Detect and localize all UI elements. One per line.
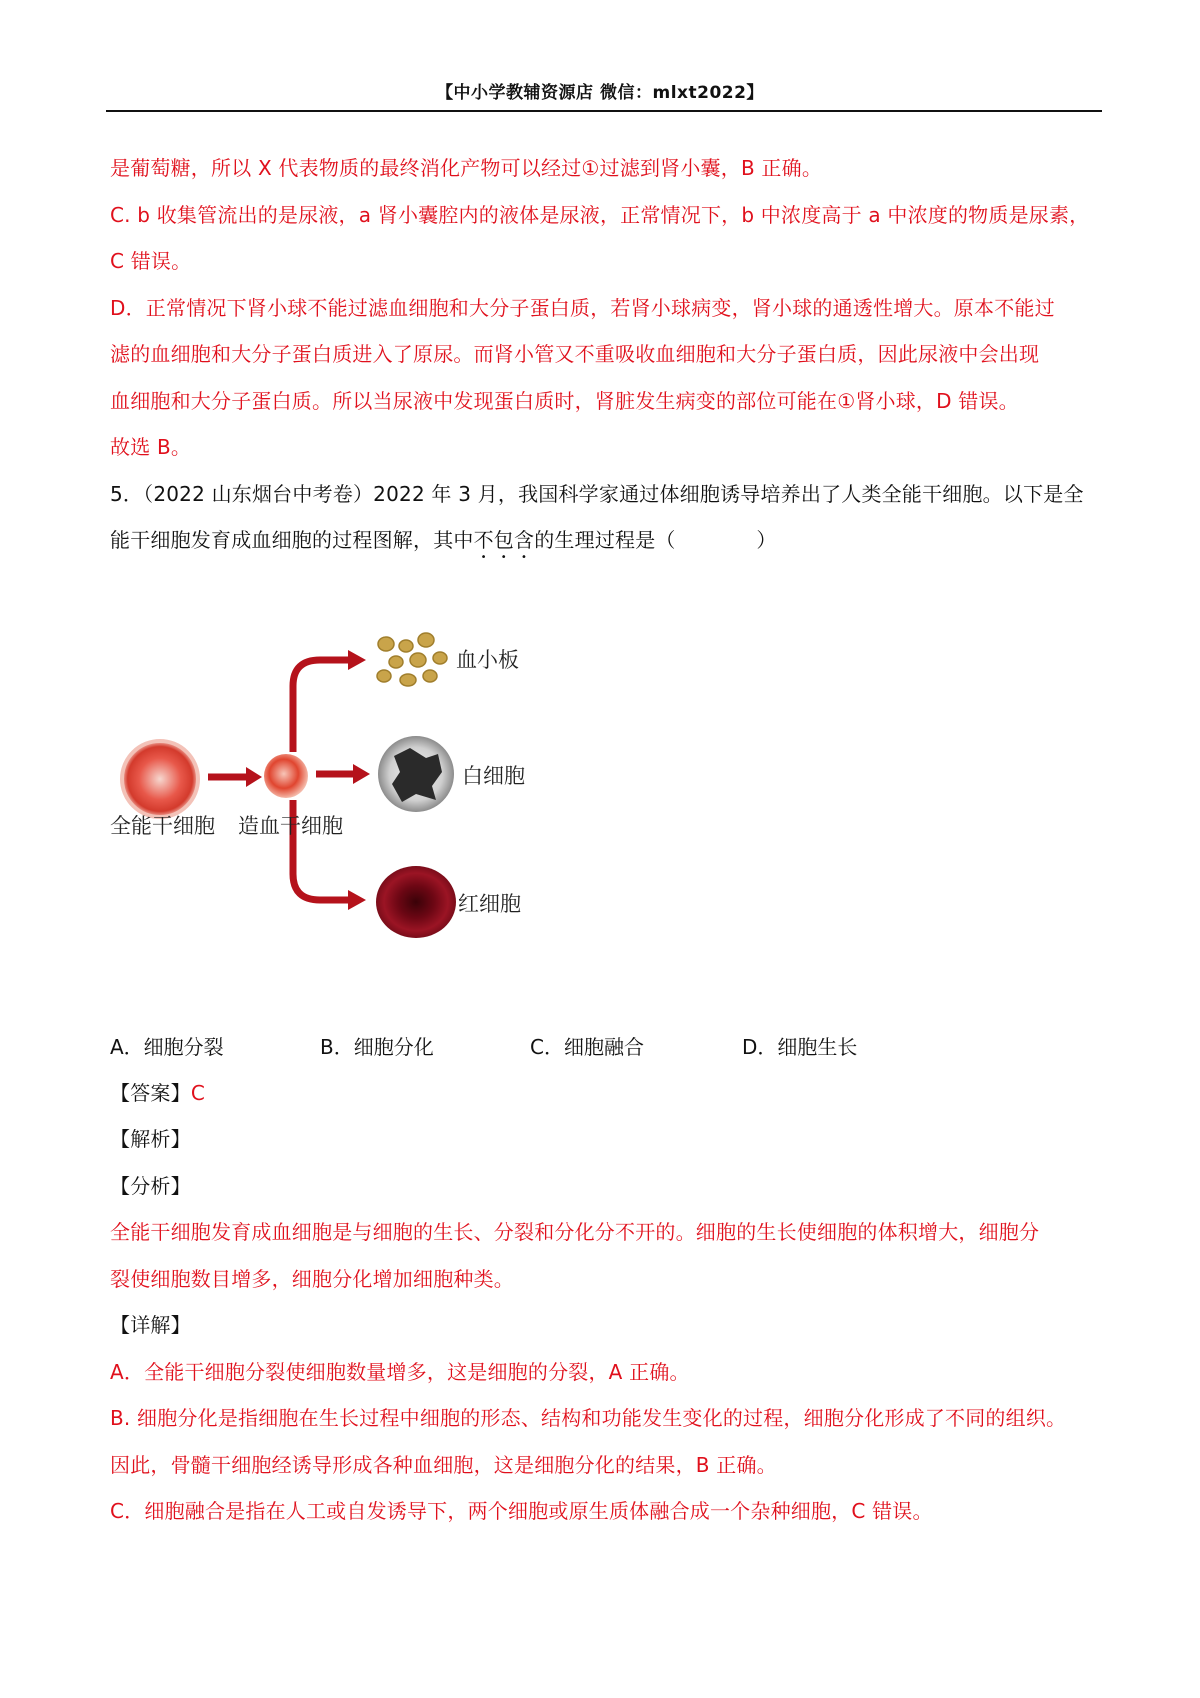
prev-analysis-line: 是葡萄糖，所以 X 代表物质的最终消化产物可以经过①过滤到肾小囊，B 正确。 bbox=[110, 156, 823, 180]
totipotent-stem-cell bbox=[122, 741, 198, 817]
answer-label: 【答案】 bbox=[110, 1080, 191, 1105]
label-platelet: 血小板 bbox=[456, 647, 519, 672]
xiangjie-a: A．全能干细胞分裂使细胞数量增多，这是细胞的分裂，A 正确。 bbox=[110, 1359, 690, 1384]
xiangjie-b1: B. 细胞分化是指细胞在生长过程中细胞的形态、结构和功能发生变化的过程，细胞分化形成了不同的组织。 bbox=[110, 1406, 1067, 1430]
answer-value: C bbox=[190, 1080, 205, 1105]
question-stem-pre: 能干细胞发育成血细胞的过程图解，其中 bbox=[110, 528, 474, 552]
option-d: D．细胞生长 bbox=[742, 1034, 858, 1059]
xiangjie-c: C．细胞融合是指在人工或自发诱导下，两个细胞或原生质体融合成一个杂种细胞，C 错误。 bbox=[110, 1499, 933, 1523]
diagram-graphic bbox=[110, 624, 630, 954]
white-blood-cell bbox=[378, 736, 454, 812]
header-divider bbox=[106, 110, 1102, 112]
option-a: A．细胞分裂 bbox=[110, 1034, 224, 1059]
question-emphasis: 不包含 bbox=[473, 528, 535, 552]
question-stem-line1: 5．（2022 山东烟台中考卷）2022 年 3 月，我国科学家通过体细胞诱导培养出了人类全能干细胞。以下是全 bbox=[110, 481, 1084, 506]
section-fenxi: 【分析】 bbox=[110, 1173, 191, 1198]
page-header: 【中小学教辅资源店 微信：mlxt2022】 bbox=[436, 83, 764, 103]
answer-line bbox=[110, 1070, 1102, 1117]
option-c: C．细胞融合 bbox=[530, 1034, 644, 1059]
label-red-cell: 红细胞 bbox=[458, 891, 521, 916]
red-blood-cell bbox=[376, 866, 456, 938]
option-b: B．细胞分化 bbox=[320, 1034, 434, 1059]
blood-cell-diagram bbox=[110, 624, 630, 954]
answer-options bbox=[110, 1024, 1102, 1070]
fenxi-line: 全能干细胞发育成血细胞是与细胞的生长、分裂和分化分不开的。细胞的生长使细胞的体积增大，细胞分 bbox=[110, 1220, 1040, 1244]
section-xiangjie: 【详解】 bbox=[110, 1313, 191, 1337]
section-jiexi: 【解析】 bbox=[110, 1127, 191, 1151]
question-stem-line2 bbox=[110, 517, 1102, 564]
prev-choice-line: 故选 B。 bbox=[110, 435, 192, 459]
prev-analysis-line: 滤的血细胞和大分子蛋白质进入了原尿。而肾小管又不重吸收血细胞和大分子蛋白质，因此尿液中会出现 bbox=[110, 342, 1040, 366]
prev-analysis-line: C 错误。 bbox=[110, 249, 192, 273]
prev-analysis-line: C. b 收集管流出的是尿液，a 肾小囊腔内的液体是尿液，正常情况下，b 中浓度高于 a 中浓度的物质是尿素， bbox=[110, 202, 1090, 227]
platelets bbox=[377, 633, 447, 686]
question-stem-post: 的生理过程是（ ） bbox=[534, 528, 777, 552]
label-totipotent: 全能干细胞 bbox=[110, 813, 215, 838]
xiangjie-b2: 因此，骨髓干细胞经诱导形成各种血细胞，这是细胞分化的结果，B 正确。 bbox=[110, 1452, 777, 1477]
arrow-to-hematopoietic bbox=[208, 767, 262, 787]
prev-analysis-line: 血细胞和大分子蛋白质。所以当尿液中发现蛋白质时，肾脏发生病变的部位可能在①肾小球，D 错误。 bbox=[110, 388, 1019, 413]
document-body bbox=[110, 145, 1102, 1535]
hematopoietic-stem-cell bbox=[264, 754, 308, 798]
fenxi-line: 裂使细胞数目增多，细胞分化增加细胞种类。 bbox=[110, 1266, 514, 1291]
prev-analysis-line: D．正常情况下肾小球不能过滤血细胞和大分子蛋白质，若肾小球病变，肾小球的通透性增大。原本不能过 bbox=[110, 295, 1055, 320]
label-hematopoietic: 造血干细胞 bbox=[238, 813, 343, 838]
label-white-cell: 白细胞 bbox=[462, 763, 525, 788]
